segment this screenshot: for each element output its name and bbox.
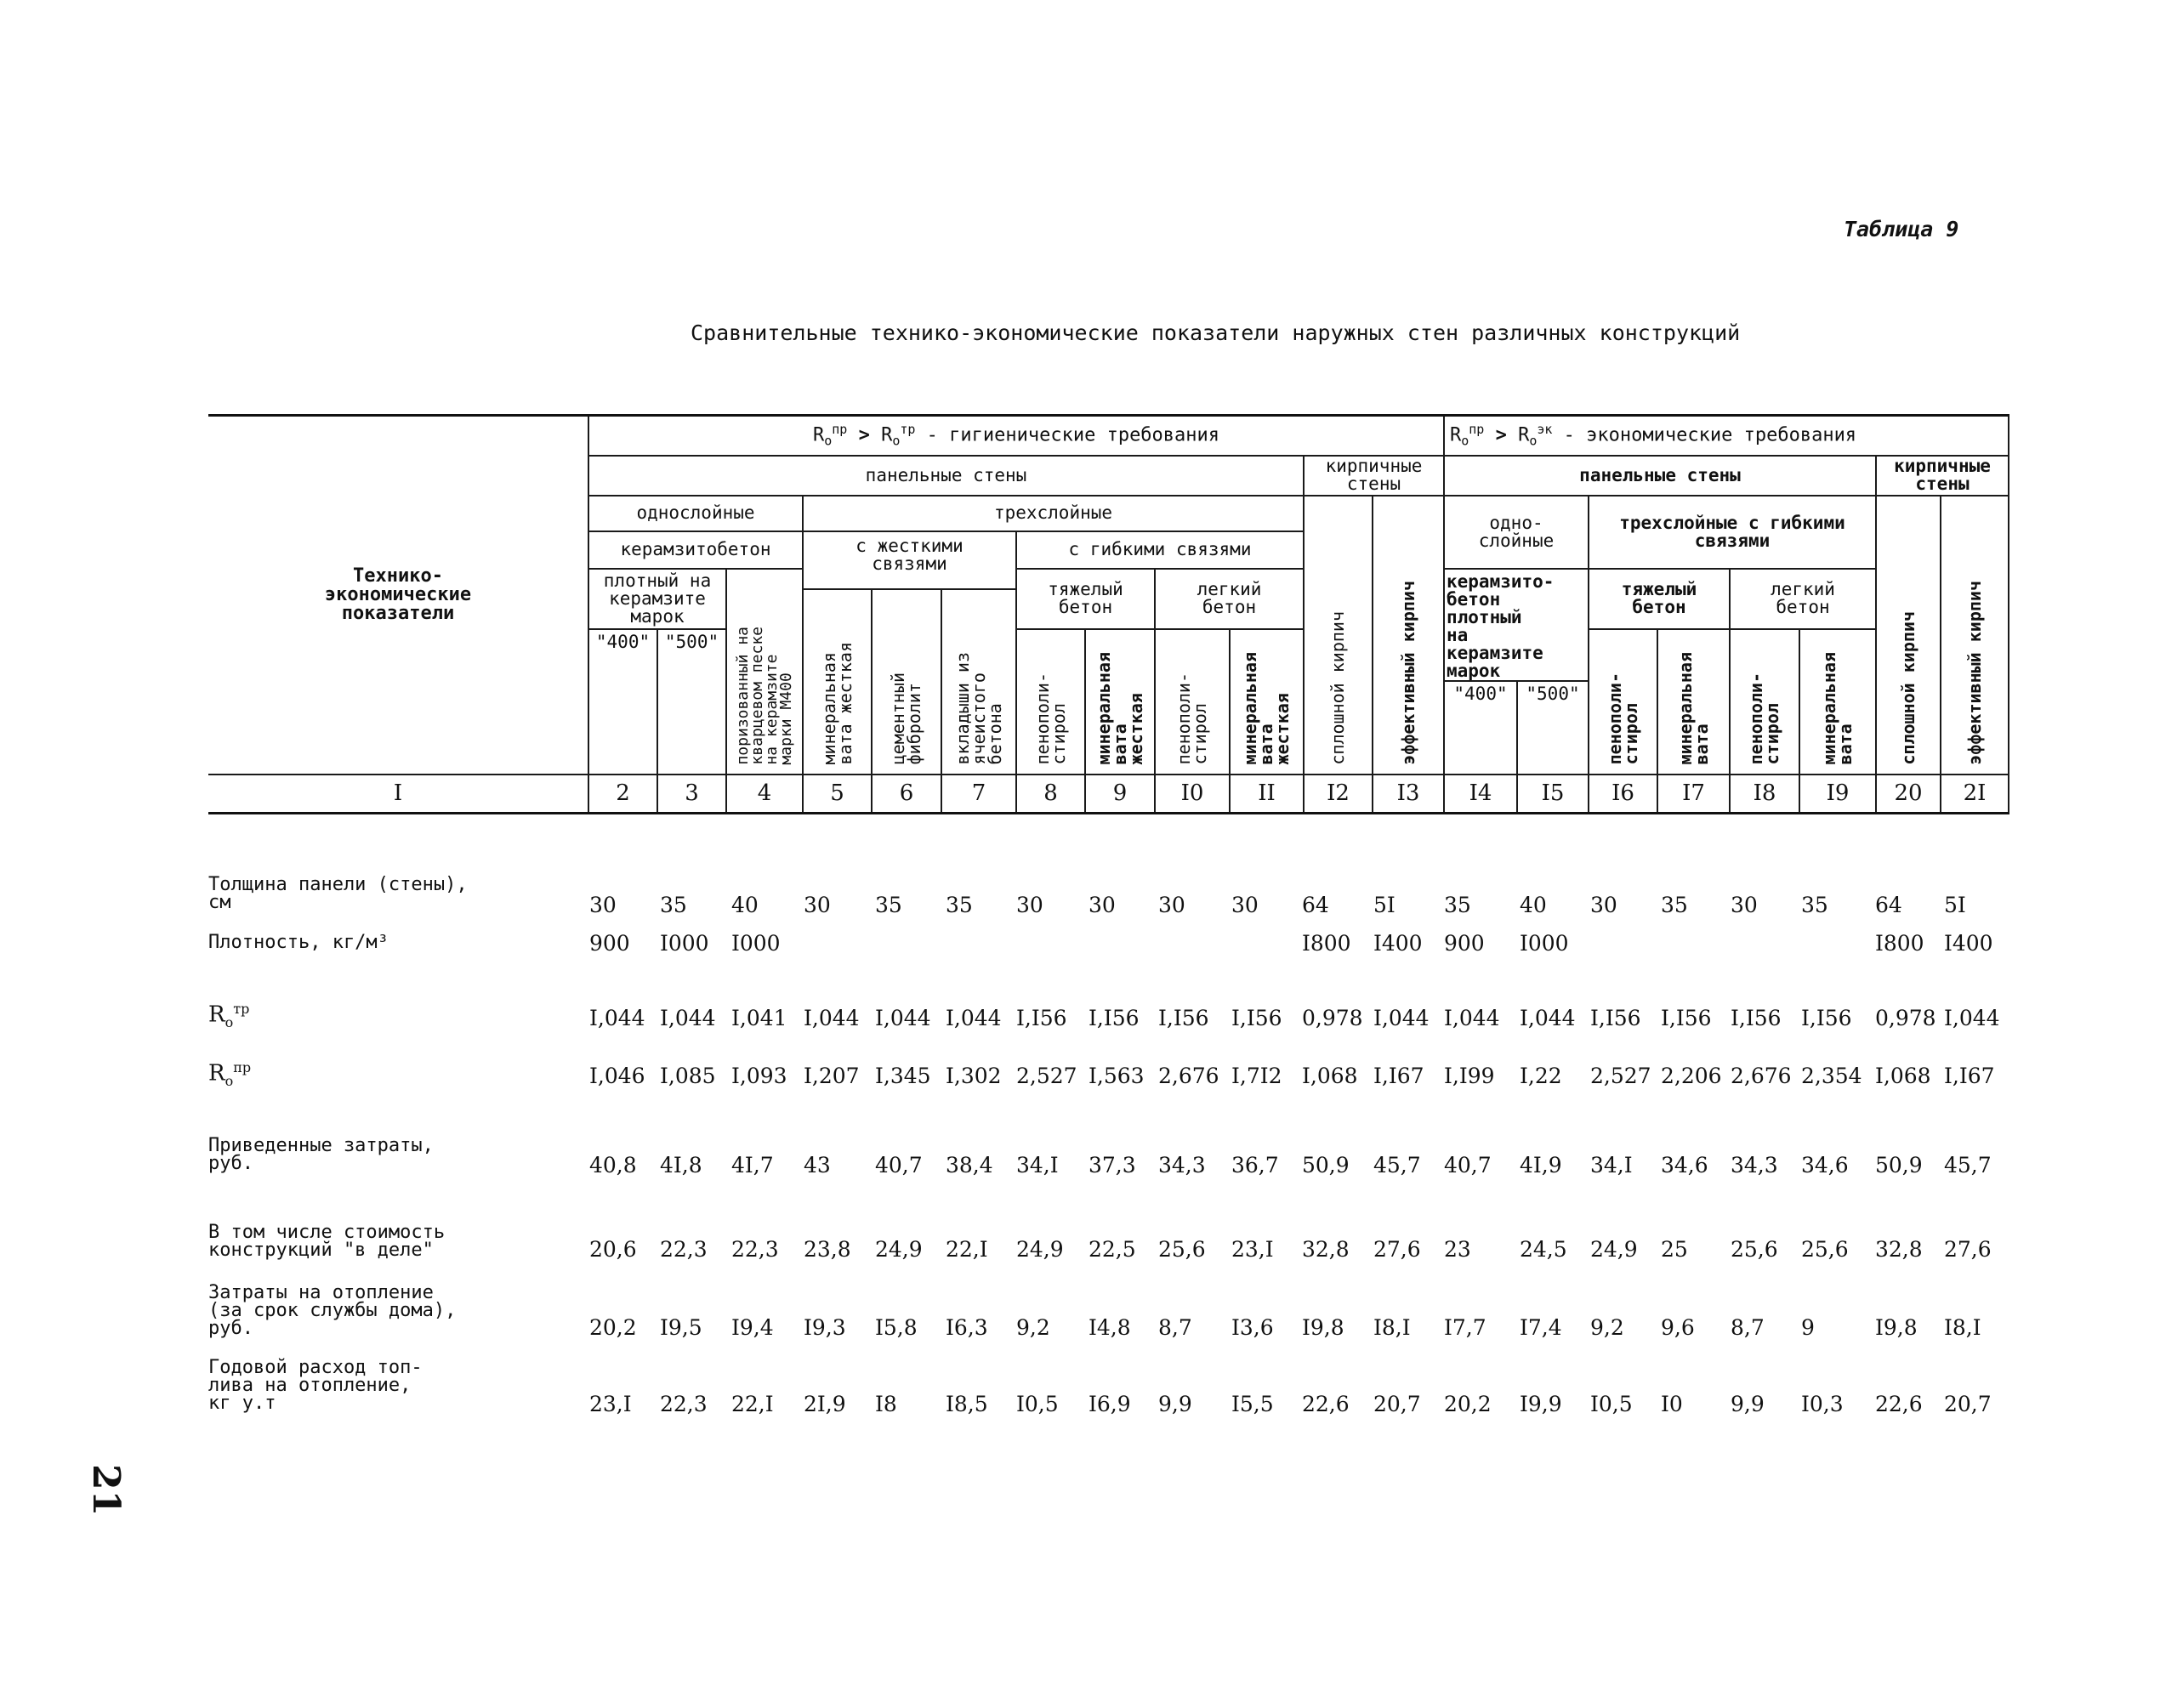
- value-costs-col8: 34,I: [1016, 1153, 1059, 1177]
- value-thickness-col11: 30: [1231, 893, 1259, 917]
- value-r-reduced-col14: I,I99: [1444, 1064, 1495, 1088]
- cellular-col: [941, 589, 1016, 775]
- value-thickness-col9: 30: [1089, 893, 1116, 917]
- value-heating-costs-col20: I9,8: [1875, 1315, 1918, 1340]
- col-num-14: I4: [1444, 775, 1517, 814]
- econ-r1-sup: пр: [1469, 421, 1485, 437]
- col-num-2: 2: [588, 775, 657, 814]
- value-r-required-col15: I,044: [1520, 1006, 1576, 1030]
- value-r-reduced-col4: I,093: [731, 1064, 787, 1088]
- value-r-required-col9: I,I56: [1089, 1006, 1140, 1030]
- panel-walls-header: панельные стены: [588, 456, 1304, 496]
- value-construction-cost-col17: 25: [1661, 1237, 1688, 1262]
- value-fuel-col20: 22,6: [1875, 1392, 1923, 1416]
- value-fuel-col10: 9,9: [1158, 1392, 1192, 1416]
- econ-r2: R: [1518, 424, 1530, 446]
- value-costs-col10: 34,3: [1158, 1153, 1206, 1177]
- mark-500: "500": [657, 629, 726, 775]
- keramzit-dense-header-2: керамзито- бетон плотный на керамзите марок: [1444, 569, 1589, 681]
- row-label-construction-cost: В том числе стоимость конструкций "в деле": [208, 1222, 446, 1261]
- value-fuel-col9: I6,9: [1089, 1392, 1131, 1416]
- value-construction-cost-col2: 20,6: [589, 1237, 637, 1262]
- value-thickness-col3: 35: [660, 893, 687, 917]
- value-r-required-col12: 0,978: [1302, 1006, 1363, 1030]
- value-r-required-col16: I,I56: [1590, 1006, 1641, 1030]
- pps-col-3: [1589, 629, 1657, 775]
- value-r-reduced-col13: I,I67: [1373, 1064, 1424, 1088]
- keramzit-header: керамзитобетон: [588, 531, 803, 569]
- col-num-4: 4: [726, 775, 803, 814]
- pps-text-1: пенополи- стирол: [1032, 672, 1069, 765]
- value-r-reduced-col11: I,7I2: [1231, 1064, 1282, 1088]
- mw-col-3: [1657, 629, 1730, 775]
- value-thickness-col5: 30: [804, 893, 831, 917]
- value-construction-cost-col7: 22,I: [946, 1237, 988, 1262]
- value-r-required-col4: I,041: [731, 1006, 787, 1030]
- single-layer-header: однослойные: [588, 496, 803, 531]
- col-num-6: 6: [872, 775, 941, 814]
- value-r-reduced-col9: I,563: [1089, 1064, 1145, 1088]
- value-thickness-col21: 5I: [1944, 893, 1966, 917]
- mw-text-3: минеральная вата: [1674, 652, 1712, 765]
- value-fuel-col19: I0,3: [1801, 1392, 1844, 1416]
- three-layer-header: трехслойные: [803, 496, 1304, 531]
- pps-col-1: [1016, 629, 1085, 775]
- value-costs-col21: 45,7: [1944, 1153, 1992, 1177]
- value-fuel-col8: I0,5: [1016, 1392, 1059, 1416]
- col-num-11: II: [1230, 775, 1304, 814]
- mw-rigid-text: минеральная вата жесткая: [818, 642, 855, 765]
- cellular-text: вкладыши из ячеистого бетона: [952, 652, 1005, 765]
- value-density-col4: I000: [731, 931, 781, 956]
- hyg-text: - гигиенические требования: [915, 424, 1220, 446]
- value-r-reduced-col10: 2,676: [1158, 1064, 1219, 1088]
- value-density-col21: I400: [1944, 931, 1993, 956]
- value-r-required-col3: I,044: [660, 1006, 716, 1030]
- value-heating-costs-col5: I9,3: [804, 1315, 846, 1340]
- r-red-sup: пр: [233, 1059, 252, 1075]
- value-r-reduced-col7: I,302: [946, 1064, 1002, 1088]
- value-heating-costs-col18: 8,7: [1731, 1315, 1765, 1340]
- mw-text-1: минеральная вата жесткая: [1093, 652, 1146, 765]
- value-r-required-col19: I,I56: [1801, 1006, 1852, 1030]
- value-r-reduced-col8: 2,527: [1016, 1064, 1077, 1088]
- value-r-reduced-col6: I,345: [875, 1064, 931, 1088]
- econ-r2-sub: о: [1529, 433, 1538, 449]
- value-r-required-col17: I,I56: [1661, 1006, 1712, 1030]
- hygienic-req-header: [588, 416, 1444, 456]
- r-req-sub: о: [225, 1013, 234, 1030]
- value-r-required-col18: I,I56: [1731, 1006, 1782, 1030]
- porous-col: [726, 569, 803, 775]
- econ-op: >: [1495, 424, 1507, 446]
- value-heating-costs-col9: I4,8: [1089, 1315, 1131, 1340]
- value-thickness-col18: 30: [1731, 893, 1758, 917]
- value-construction-cost-col20: 32,8: [1875, 1237, 1923, 1262]
- col-num-5: 5: [803, 775, 872, 814]
- indicators-header: [208, 416, 588, 775]
- pps-col-2: [1155, 629, 1230, 775]
- col-num-9: 9: [1085, 775, 1155, 814]
- value-density-col15: I000: [1520, 931, 1569, 956]
- value-construction-cost-col15: 24,5: [1520, 1237, 1567, 1262]
- col-num-19: I9: [1799, 775, 1876, 814]
- hyg-r2-sub: о: [892, 433, 901, 449]
- mw-col-2: [1230, 629, 1304, 775]
- row-label-heating-costs: Затраты на отопление (за срок службы дома), руб.: [208, 1282, 457, 1339]
- hyg-r2: R: [881, 424, 893, 446]
- mw-rigid-col: [803, 589, 872, 775]
- eff-brick-text: эффективный кирпич: [1397, 580, 1418, 765]
- value-r-reduced-col20: I,068: [1875, 1064, 1931, 1088]
- heavy-concrete-header-2: тяжелый бетон: [1589, 569, 1730, 629]
- econ-text: - экономические требования: [1552, 424, 1857, 446]
- solid-brick-text: сплошной кирпич: [1327, 610, 1348, 765]
- eff-brick-col-2: [1941, 496, 2009, 775]
- row-label-fuel: Годовой расход топ- лива на отопление, кг у.т: [208, 1357, 423, 1414]
- value-thickness-col19: 35: [1801, 893, 1828, 917]
- value-construction-cost-col21: 27,6: [1944, 1237, 1992, 1262]
- value-r-required-col2: I,044: [589, 1006, 645, 1030]
- value-fuel-col4: 22,I: [731, 1392, 774, 1416]
- value-fuel-col16: I0,5: [1590, 1392, 1633, 1416]
- value-construction-cost-col13: 27,6: [1373, 1237, 1421, 1262]
- value-r-reduced-col3: I,085: [660, 1064, 716, 1088]
- value-heating-costs-col10: 8,7: [1158, 1315, 1192, 1340]
- r-req-sup: тр: [233, 1001, 250, 1017]
- value-heating-costs-col15: I7,4: [1520, 1315, 1562, 1340]
- value-r-reduced-col16: 2,527: [1590, 1064, 1651, 1088]
- value-r-required-col14: I,044: [1444, 1006, 1500, 1030]
- value-fuel-col21: 20,7: [1944, 1392, 1992, 1416]
- value-r-required-col21: I,044: [1944, 1006, 2000, 1030]
- value-construction-cost-col18: 25,6: [1731, 1237, 1778, 1262]
- value-heating-costs-col13: I8,I: [1373, 1315, 1411, 1340]
- value-heating-costs-col16: 9,2: [1590, 1315, 1624, 1340]
- value-thickness-col6: 35: [875, 893, 902, 917]
- col-num-16: I6: [1589, 775, 1657, 814]
- porous-text: поризованный на кварцевом песке на керамзите марки М400: [734, 626, 795, 765]
- r-red-sub: о: [225, 1072, 234, 1089]
- hyg-r1-sub: о: [824, 433, 833, 449]
- pps-text-2: пенополи- стирол: [1174, 672, 1210, 765]
- cement-text: цементный фибролит: [888, 672, 924, 765]
- value-r-reduced-col19: 2,354: [1801, 1064, 1862, 1088]
- hyg-r1-sup: пр: [832, 421, 848, 437]
- indicators-header-text: Технико- экономические показатели: [324, 565, 472, 624]
- single-layer-header-2: одно- слойные: [1444, 496, 1589, 569]
- value-construction-cost-col14: 23: [1444, 1237, 1471, 1262]
- mw-text-2: минеральная вата жесткая: [1240, 652, 1293, 765]
- value-r-required-col7: I,044: [946, 1006, 1002, 1030]
- value-density-col2: 900: [589, 931, 630, 956]
- row-label-thickness: Толщина панели (стены), см: [208, 874, 468, 913]
- col-num-1: I: [208, 775, 588, 814]
- flexible-links-header: с гибкими связями: [1016, 531, 1304, 569]
- col-num-20: 20: [1876, 775, 1941, 814]
- value-fuel-col17: I0: [1661, 1392, 1683, 1416]
- value-r-required-col13: I,044: [1373, 1006, 1430, 1030]
- col-num-17: I7: [1657, 775, 1730, 814]
- value-construction-cost-col3: 22,3: [660, 1237, 708, 1262]
- value-fuel-col11: I5,5: [1231, 1392, 1274, 1416]
- value-density-col12: I800: [1302, 931, 1351, 956]
- value-r-required-col10: I,I56: [1158, 1006, 1209, 1030]
- value-thickness-col8: 30: [1016, 893, 1043, 917]
- value-r-required-col20: 0,978: [1875, 1006, 1936, 1030]
- value-density-col20: I800: [1875, 931, 1924, 956]
- value-heating-costs-col7: I6,3: [946, 1315, 988, 1340]
- mw-text-4: минеральная вата: [1819, 652, 1856, 765]
- value-heating-costs-col6: I5,8: [875, 1315, 918, 1340]
- value-heating-costs-col4: I9,4: [731, 1315, 774, 1340]
- value-r-required-col11: I,I56: [1231, 1006, 1282, 1030]
- value-r-required-col6: I,044: [875, 1006, 931, 1030]
- economic-req-header: [1444, 416, 2009, 456]
- value-r-reduced-col5: I,207: [804, 1064, 860, 1088]
- value-thickness-col15: 40: [1520, 893, 1547, 917]
- col-num-13: I3: [1373, 775, 1444, 814]
- panel-walls-header-2: панельные стены: [1444, 456, 1876, 496]
- value-costs-col2: 40,8: [589, 1153, 637, 1177]
- value-costs-col17: 34,6: [1661, 1153, 1708, 1177]
- value-r-reduced-col15: I,22: [1520, 1064, 1562, 1088]
- value-r-required-col8: I,I56: [1016, 1006, 1067, 1030]
- col-num-7: 7: [941, 775, 1016, 814]
- light-concrete-header: легкий бетон: [1155, 569, 1304, 629]
- value-r-reduced-col17: 2,206: [1661, 1064, 1722, 1088]
- value-fuel-col13: 20,7: [1373, 1392, 1421, 1416]
- row-label-costs: Приведенные затраты, руб.: [208, 1135, 434, 1174]
- value-costs-col4: 4I,7: [731, 1153, 774, 1177]
- dense-keramzit-header: плотный на керамзите марок: [588, 569, 726, 629]
- value-heating-costs-col3: I9,5: [660, 1315, 702, 1340]
- value-fuel-col18: 9,9: [1731, 1392, 1765, 1416]
- mark-400: "400": [588, 629, 657, 775]
- value-construction-cost-col12: 32,8: [1302, 1237, 1350, 1262]
- value-construction-cost-col4: 22,3: [731, 1237, 779, 1262]
- value-heating-costs-col12: I9,8: [1302, 1315, 1344, 1340]
- value-costs-col16: 34,I: [1590, 1153, 1633, 1177]
- value-costs-col11: 36,7: [1231, 1153, 1279, 1177]
- value-construction-cost-col8: 24,9: [1016, 1237, 1064, 1262]
- row-label-r-reduced: [208, 1059, 251, 1089]
- value-heating-costs-col21: I8,I: [1944, 1315, 1981, 1340]
- value-fuel-col12: 22,6: [1302, 1392, 1350, 1416]
- value-costs-col14: 40,7: [1444, 1153, 1492, 1177]
- value-thickness-col10: 30: [1158, 893, 1185, 917]
- value-fuel-col7: I8,5: [946, 1392, 988, 1416]
- value-r-reduced-col21: I,I67: [1944, 1064, 1995, 1088]
- row-label-r-required: [208, 1001, 249, 1030]
- value-construction-cost-col9: 22,5: [1089, 1237, 1136, 1262]
- solid-brick-col-2: [1876, 496, 1941, 775]
- col-num-21: 2I: [1941, 775, 2009, 814]
- econ-r2-sup: эк: [1537, 421, 1553, 437]
- value-construction-cost-col19: 25,6: [1801, 1237, 1849, 1262]
- value-costs-col12: 50,9: [1302, 1153, 1350, 1177]
- value-fuel-col15: I9,9: [1520, 1392, 1562, 1416]
- value-r-reduced-col2: I,046: [589, 1064, 645, 1088]
- value-thickness-col2: 30: [589, 893, 617, 917]
- value-thickness-col17: 35: [1661, 893, 1688, 917]
- value-construction-cost-col10: 25,6: [1158, 1237, 1206, 1262]
- mark-500-2: "500": [1517, 681, 1589, 775]
- value-heating-costs-col14: I7,7: [1444, 1315, 1486, 1340]
- value-fuel-col2: 23,I: [589, 1392, 632, 1416]
- value-construction-cost-col16: 24,9: [1590, 1237, 1638, 1262]
- value-heating-costs-col2: 20,2: [589, 1315, 637, 1340]
- brick-walls-header-2: кирпичные стены: [1876, 456, 2009, 496]
- three-flex-header: трехслойные с гибкими связями: [1589, 496, 1876, 569]
- value-costs-col20: 50,9: [1875, 1153, 1923, 1177]
- pps-text-4: пенополи- стирол: [1746, 672, 1782, 765]
- col-num-12: I2: [1304, 775, 1373, 814]
- value-density-col14: 900: [1444, 931, 1485, 956]
- value-density-col3: I000: [660, 931, 709, 956]
- value-costs-col6: 40,7: [875, 1153, 923, 1177]
- value-heating-costs-col17: 9,6: [1661, 1315, 1695, 1340]
- value-r-reduced-col12: I,068: [1302, 1064, 1358, 1088]
- eff-brick-col: [1373, 496, 1444, 775]
- col-num-10: I0: [1155, 775, 1230, 814]
- value-fuel-col14: 20,2: [1444, 1392, 1492, 1416]
- eff-brick-text-2: эффективный кирпич: [1964, 580, 1985, 765]
- value-thickness-col14: 35: [1444, 893, 1471, 917]
- table-title: Сравнительные технико-экономические показатели наружных стен различных конструкций: [691, 321, 1741, 345]
- heavy-concrete-header: тяжелый бетон: [1016, 569, 1155, 629]
- value-heating-costs-col19: 9: [1801, 1315, 1815, 1340]
- value-heating-costs-col11: I3,6: [1231, 1315, 1274, 1340]
- col-num-8: 8: [1016, 775, 1085, 814]
- value-thickness-col12: 64: [1302, 893, 1329, 917]
- solid-brick-text-2: сплошной кирпич: [1897, 610, 1918, 765]
- header-table: [208, 414, 2009, 814]
- value-costs-col5: 43: [804, 1153, 831, 1177]
- value-costs-col15: 4I,9: [1520, 1153, 1562, 1177]
- value-costs-col9: 37,3: [1089, 1153, 1136, 1177]
- value-construction-cost-col5: 23,8: [804, 1237, 851, 1262]
- mark-400-2: "400": [1444, 681, 1517, 775]
- mw-col-4: [1799, 629, 1876, 775]
- value-costs-col19: 34,6: [1801, 1153, 1849, 1177]
- mw-col-1: [1085, 629, 1155, 775]
- value-r-required-col5: I,044: [804, 1006, 860, 1030]
- rigid-links-header: с жесткими связями: [803, 531, 1016, 589]
- hyg-r2-sup: тр: [900, 421, 916, 437]
- value-construction-cost-col6: 24,9: [875, 1237, 923, 1262]
- hyg-op: >: [858, 424, 870, 446]
- brick-walls-header: кирпичные стены: [1304, 456, 1444, 496]
- pps-col-4: [1730, 629, 1799, 775]
- econ-r1-sub: о: [1461, 433, 1469, 449]
- value-thickness-col16: 30: [1590, 893, 1617, 917]
- value-fuel-col6: I8: [875, 1392, 897, 1416]
- col-num-3: 3: [657, 775, 726, 814]
- value-heating-costs-col8: 9,2: [1016, 1315, 1050, 1340]
- r-req-r: R: [208, 1002, 225, 1028]
- row-label-density: Плотность, кг/м³: [208, 932, 389, 953]
- value-costs-col3: 4I,8: [660, 1153, 702, 1177]
- value-thickness-col13: 5I: [1373, 893, 1395, 917]
- value-costs-col7: 38,4: [946, 1153, 993, 1177]
- value-costs-col18: 34,3: [1731, 1153, 1778, 1177]
- value-thickness-col20: 64: [1875, 893, 1902, 917]
- value-thickness-col7: 35: [946, 893, 973, 917]
- value-r-reduced-col18: 2,676: [1731, 1064, 1792, 1088]
- value-thickness-col4: 40: [731, 893, 759, 917]
- value-fuel-col5: 2I,9: [804, 1392, 846, 1416]
- cement-col: [872, 589, 941, 775]
- pps-text-3: пенополи- стирол: [1604, 672, 1641, 765]
- value-costs-col13: 45,7: [1373, 1153, 1421, 1177]
- col-num-15: I5: [1517, 775, 1589, 814]
- econ-r1: R: [1450, 424, 1462, 446]
- light-concrete-header-2: легкий бетон: [1730, 569, 1876, 629]
- col-num-18: I8: [1730, 775, 1799, 814]
- value-density-col13: I400: [1373, 931, 1423, 956]
- value-fuel-col3: 22,3: [660, 1392, 708, 1416]
- table-label: Таблица 9: [1844, 217, 1959, 241]
- value-construction-cost-col11: 23,I: [1231, 1237, 1274, 1262]
- page-number: 21: [84, 1464, 128, 1517]
- r-red-r: R: [208, 1060, 225, 1087]
- hyg-r1: R: [812, 424, 825, 446]
- solid-brick-col: [1304, 496, 1373, 775]
